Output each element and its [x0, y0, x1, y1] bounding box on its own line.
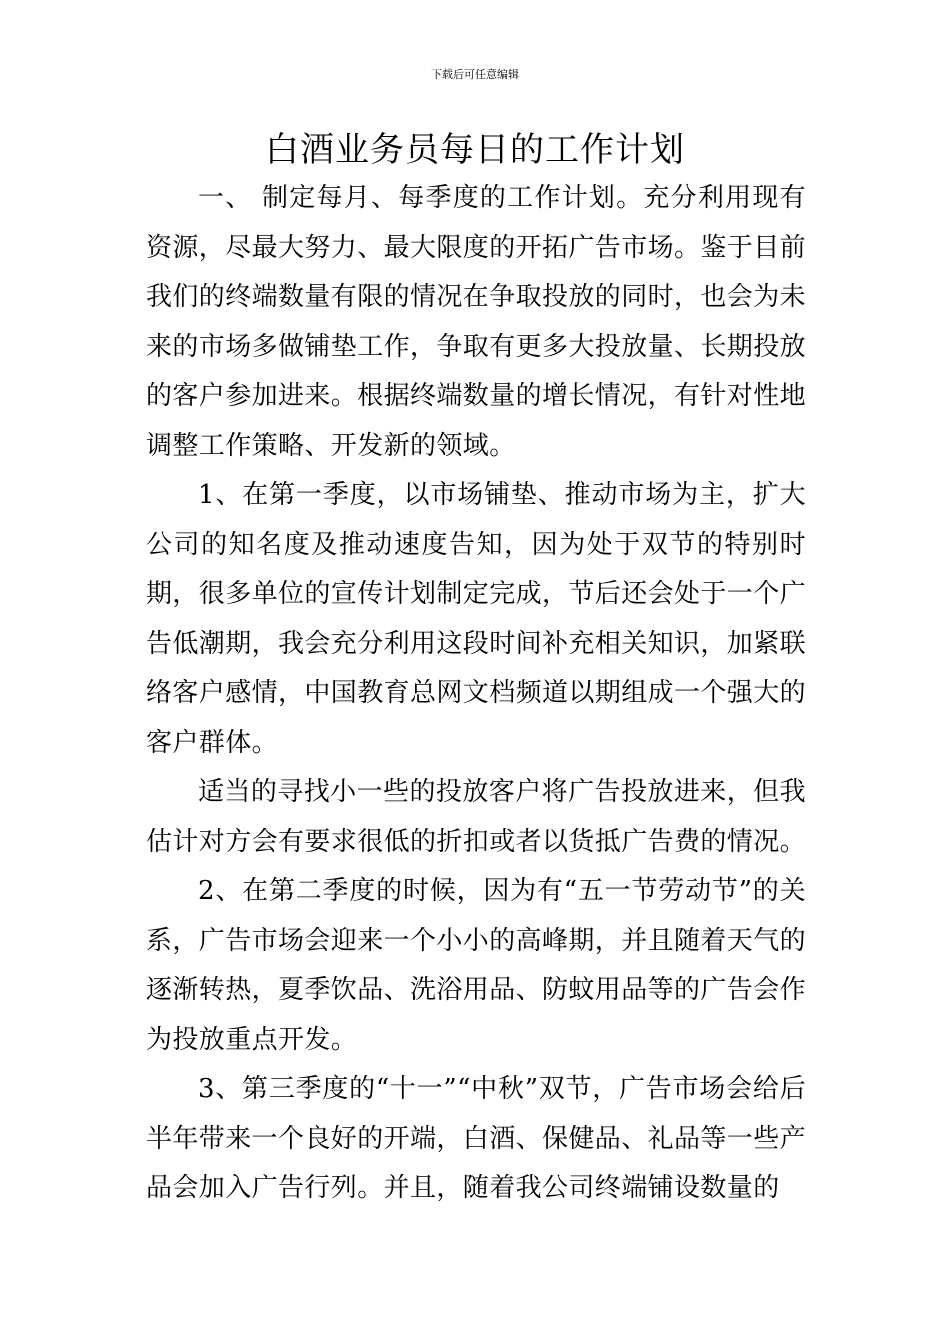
paragraph-4: 2、在第二季度的时候，因为有“五一节劳动节”的关系，广告市场会迎来一个小小的高峰期，并且随着天气的逐渐转热，夏季饮品、洗浴用品、防蚊用品等的广告会作为投放重点开发。 — [146, 876, 807, 1055]
paragraph-2: 1、在第一季度，以市场铺垫、推动市场为主，扩大公司的知名度及推动速度告知，因为处于双节的特别时期，很多单位的宣传计划制定完成，节后还会处于一个广告低潮期，我会充分利用这段时间补充相关知识，加紧联络客户感情，中国教育总网文档频道以期组成一个强大的客户群体。 — [146, 480, 807, 758]
header-note: 下载后可任意编辑 — [431, 68, 519, 81]
document-body — [146, 174, 806, 1214]
paragraph-3: 适当的寻找小一些的投放客户将广告投放进来，但我估计对方会有要求很低的折扣或者以货抵广告费的情况。 — [146, 777, 807, 857]
paragraph-5: 3、第三季度的“十一”“中秋”双节，广告市场会给后半年带来一个良好的开端，白酒、保健品、礼品等一些产品会加入广告行列。并且，随着我公司终端铺设数量的 — [146, 1074, 807, 1203]
document-title: 白酒业务员每日的工作计划 — [265, 130, 685, 170]
paragraph-1: 一、 制定每月、每季度的工作计划。充分利用现有资源，尽最大努力、最大限度的开拓广告市场。鉴于目前我们的终端数量有限的情况在争取投放的同时，也会为未来的市场多做铺垫工作，争取有更多大投放量、长期投放的客户参加进来。根据终端数量的增长情况，有针对性地调整工作策略、开发新的领域。 — [146, 183, 807, 461]
